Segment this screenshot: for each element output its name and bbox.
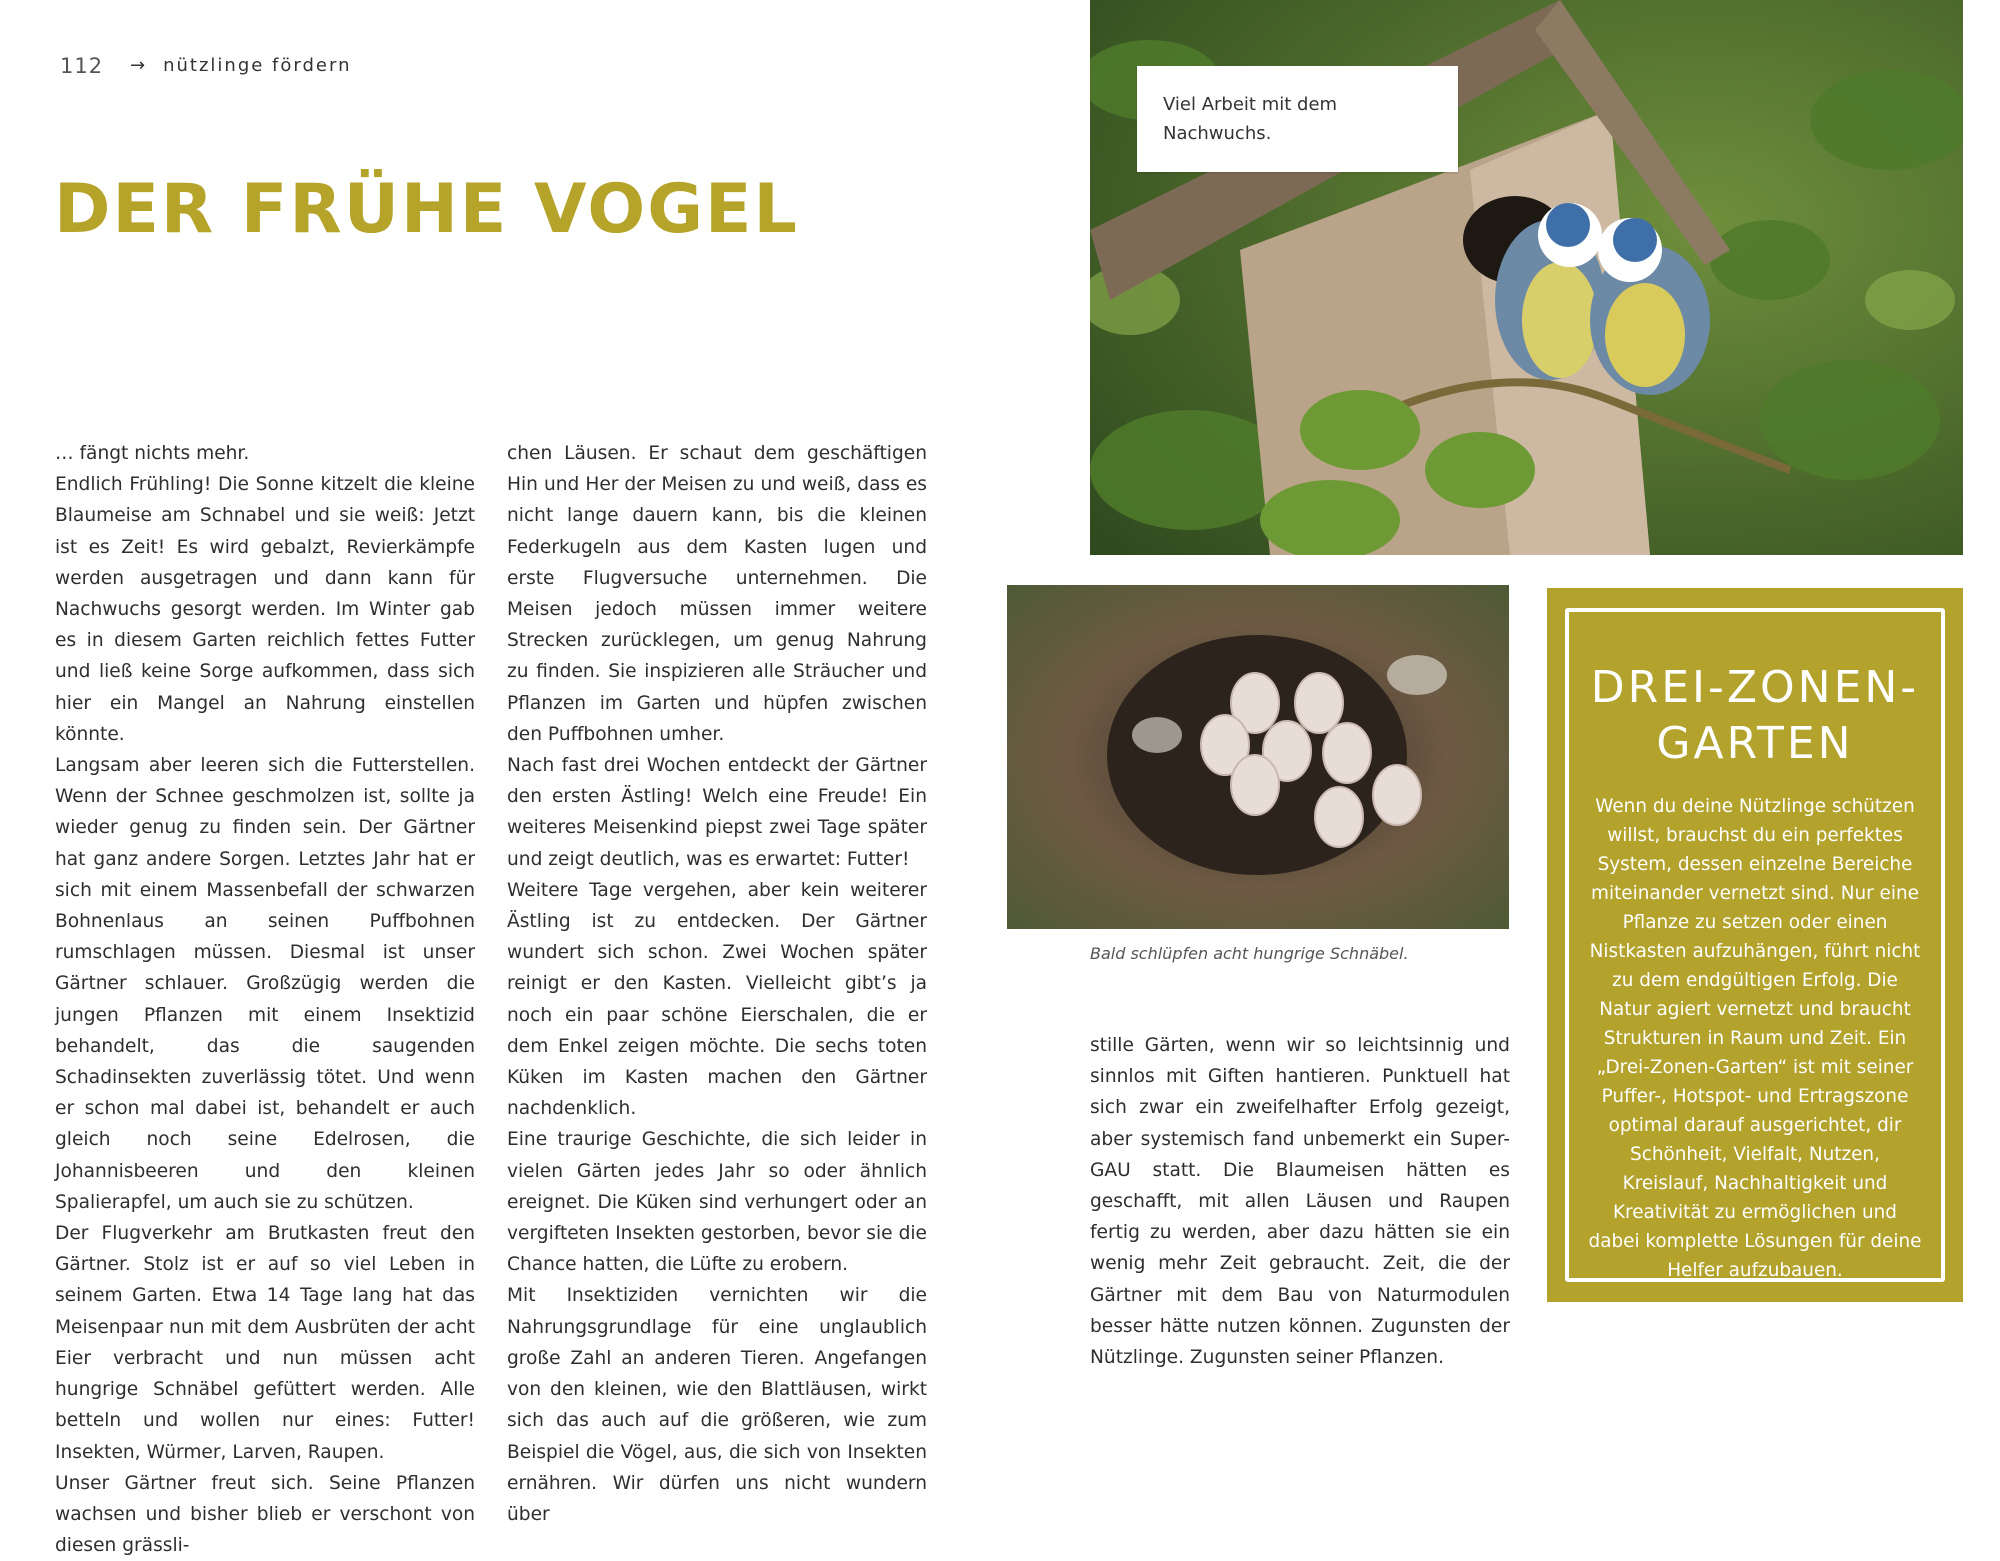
info-box-frame	[1565, 608, 1945, 1282]
nest-caption: Bald schlüpfen acht hungrige Schnäbel.	[1090, 944, 1409, 963]
text-column-3	[1090, 1030, 1510, 1373]
paragraph: Mit Insektiziden vernichten wir die Nahrungsgrundlage für eine unglaublich große Zahl an anderen Tieren. Angefangen von den kleinen, wie den Blattläusen, wirkt sich das auch auf die größeren, wie zum Beispiel die Vögel, aus, die sich von Insekten ernähren. Wir dürfen uns nicht wundern über	[507, 1285, 927, 1525]
info-box-title-line: GARTEN	[1656, 718, 1854, 769]
arrow-right-icon: →	[130, 55, 148, 76]
paragraph: Langsam aber leeren sich die Futterstellen. Wenn der Schnee geschmolzen ist, sollte ja wieder genug zu finden sein. Der Gärtner hat ganz andere Sorgen. Letztes Jahr hat er sich mit einem Massenbefall der schwarzen Bohnenlaus an seinen Puffbohnen rumschlagen müssen. Diesmal ist unser Gärtner schlauer. Großzügig werden die jungen Pflanzen mit einem Insektizid behandelt, das die saugenden Schadinsekten zuverlässig tötet. Und wenn er schon mal dabei ist, behandelt er auch gleich noch seine Edelrosen, die Johannisbeeren und den kleinen Spalierapfel, um auch sie zu schützen.	[55, 755, 475, 1213]
paragraph: Nach fast drei Wochen entdeckt der Gärtner den ersten Ästling! Welch eine Freude! Ein weiteres Meisenkind piepst zwei Tage später und zeigt deutlich, was es erwartet: Futter!	[507, 755, 927, 870]
paragraph: chen Läusen. Er schaut dem geschäftigen Hin und Her der Meisen zu und weiß, dass es nicht lange dauern kann, bis die kleinen Federkugeln aus dem Kasten lugen und erste Flugversuche unternehmen. Die Meisen jedoch müssen immer weitere Strecken zurücklegen, um genug Nahrung zu finden. Sie inspizieren alle Sträucher und Pflanzen im Garten und hüpfen zwischen den Puffbohnen umher.	[507, 443, 927, 745]
section-label	[130, 55, 351, 76]
text-column-2	[507, 438, 927, 1530]
paragraph: Weitere Tage vergehen, aber kein weiterer Ästling ist zu entdecken. Der Gärtner wundert sich schon. Zwei Wochen später reinigt er den Kasten. Vielleicht gibt’s ja noch ein paar schöne Eierschalen, die er dem Enkel zeigen möchte. Die sechs toten Küken im Kasten machen den Gärtner nachdenklich.	[507, 879, 927, 1120]
nest-photo	[1007, 585, 1509, 929]
nest-illustration	[1007, 585, 1509, 929]
text-column-1	[55, 438, 475, 1561]
info-box	[1547, 588, 1963, 1302]
info-box-title-line: DREI-ZONEN-	[1590, 662, 1920, 713]
paragraph: Endlich Frühling! Die Sonne kitzelt die kleine Blaumeise am Schnabel und sie weiß: Jetzt ist es Zeit! Es wird gebalzt, Revierkämpfe werden ausgetragen und dann kann für Nachwuchs gesorgt werden. Im Winter gab es in diesem Garten reichlich fettes Futter und ließ keine Sorge aufkommen, dass sich hier ein Mangel an Nahrung einstellen könnte.	[55, 474, 475, 745]
paragraph: … fängt nichts mehr.	[55, 443, 250, 464]
info-box-title	[1569, 660, 1941, 772]
photo-caption: Viel Arbeit mit dem Nachwuchs.	[1163, 94, 1338, 144]
page-number: 112	[60, 54, 104, 78]
paragraph: Eine traurige Geschichte, die sich leider in vielen Gärten jedes Jahr so oder ähnlich ereignet. Die Küken sind verhungert oder an vergifteten Insekten gestorben, bevor sie die Chance hatten, die Lüfte zu erobern.	[507, 1129, 927, 1276]
page-title: DER FRÜHE VOGEL	[54, 170, 799, 249]
paragraph: stille Gärten, wenn wir so leichtsinnig und sinnlos mit Giften hantieren. Punktuell hat sich zwar ein zweifelhafter Erfolg gezeigt, aber systemisch fand unbemerkt ein Super-GAU statt. Die Blaumeisen hätten es geschafft, mit allen Läusen und Raupen fertig zu werden, aber dazu hätten sie ein wenig mehr Zeit gebraucht. Zeit, die der Gärtner mit dem Bau von Naturmodulen besser hätte nutzen können. Zugunsten der Nützlinge. Zugunsten seiner Pflanzen.	[1090, 1035, 1510, 1369]
paragraph: Unser Gärtner freut sich. Seine Pflanzen wachsen und bisher blieb er verschont von diesen grässli-	[55, 1472, 475, 1557]
section-title: nützlinge fördern	[163, 55, 352, 76]
paragraph: Der Flugverkehr am Brutkasten freut den Gärtner. Stolz ist er auf so viel Leben in seinem Garten. Etwa 14 Tage lang hat das Meisenpaar nun mit dem Ausbrüten der acht Eier verbracht und nun müssen acht hungrige Schnäbel gefüttert werden. Alle betteln und wollen nur eines: Futter! Insekten, Würmer, Larven, Raupen.	[55, 1223, 475, 1463]
photo-caption-box	[1137, 66, 1458, 172]
info-box-text: Wenn du deine Nützlinge schützen willst, brauchst du ein perfektes System, dessen einzelne Bereiche miteinander vernetzt sind. Nur eine Pflanze zu setzen oder einen Nistkasten aufzuhängen, führt nicht zu dem endgültigen Erfolg. Die Natur agiert vernetzt und braucht Strukturen in Raum und Zeit. Ein „Drei-Zonen-Garten“ ist mit seiner Puffer-, Hotspot- und Ertragszone optimal darauf ausgerichtet, dir Schönheit, Vielfalt, Nutzen, Kreislauf, Nachhaltigkeit und Kreativität zu ermöglichen und dabei komplette Lösungen für deine Helfer aufzubauen.	[1588, 796, 1922, 1281]
